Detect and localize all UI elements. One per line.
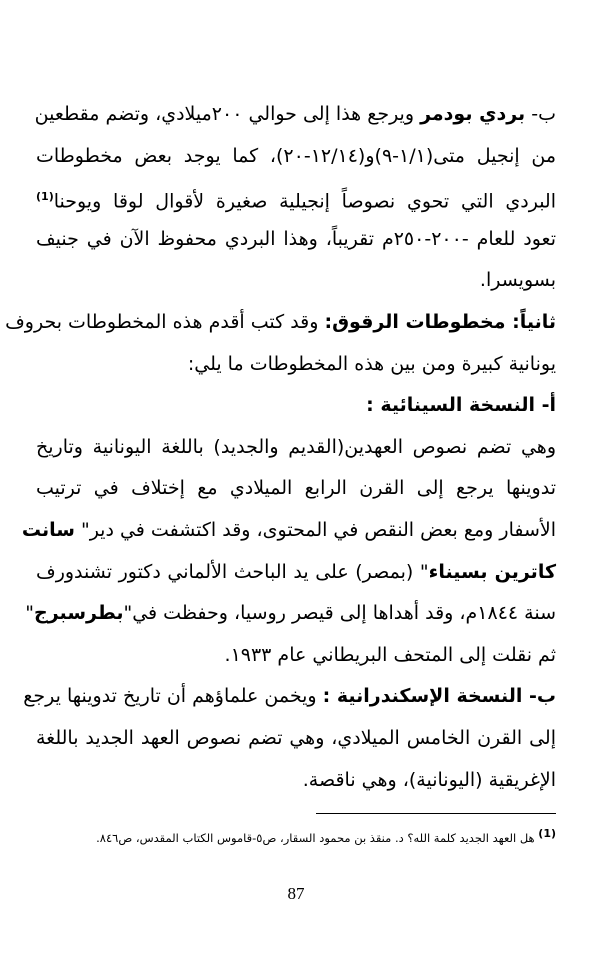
text-run: تعود للعام -٢٠٠-٢٥٠م تقريباً، وهذا البردي محفوظ الآن في جنيف (36, 228, 556, 250)
text-run: الأسفار ومع بعض النقص في المحتوى، وقد اكتشفت في دير" (74, 519, 556, 541)
bold-run: أ- النسخة السينائية : (366, 394, 556, 416)
text-run: ويخمن علماؤهم أن تاريخ تدوينها يرجع (23, 685, 323, 707)
bold-run: بطرسبرج (34, 602, 124, 624)
text-line (5, 309, 556, 335)
text-line (36, 267, 556, 293)
text-line (36, 475, 556, 501)
text-line (36, 767, 556, 793)
text-run: تدوينها يرجع إلى القرن الرابع الميلادي مع إختلاف في ترتيب (36, 477, 556, 499)
text-line (21, 517, 556, 543)
text-run: الإغريقية (اليونانية)، وهي ناقصة. (302, 769, 556, 791)
page-number: 87 (287, 884, 305, 903)
text-run: سنة ١٨٤٤م، وقد أهداها إلى قيصر روسيا، وحفظت في" (123, 602, 556, 624)
text-run: ويرجع هذا إلى حوالي ٢٠٠ميلادي، وتضم مقطعين (34, 103, 421, 125)
footnote-text: هل العهد الجديد كلمة الله؟ د. منقذ بن محمود السقار، ص٥-قاموس الكتاب المقدس، ص٨٤٦. (96, 830, 539, 845)
footnote-marker: (1) (538, 827, 556, 840)
bold-run: بردي بودمر (420, 103, 526, 125)
text-run: ثم نقلت إلى المتحف البريطاني عام ١٩٣٣. (224, 644, 556, 666)
text-line (23, 683, 556, 709)
text-line (25, 600, 556, 626)
text-line (36, 392, 556, 418)
text-line (36, 642, 556, 668)
footnote-separator (316, 813, 556, 814)
text-run: ب- (525, 103, 556, 125)
text-run: بسويسرا. (479, 269, 556, 291)
text-run: وهي تضم نصوص العهدين(القديم والجديد) باللغة اليونانية وتاريخ (36, 436, 556, 458)
bold-run: ثانياً: مخطوطات الرقوق: (324, 311, 556, 333)
text-run: إلى القرن الخامس الميلادي، وهي تضم نصوص العهد الجديد باللغة (36, 727, 556, 749)
text-run: " (25, 602, 35, 624)
text-run: يونانية كبيرة ومن بين هذه المخطوطات ما يلي: (187, 353, 556, 375)
footnote (36, 826, 556, 846)
text-line (36, 725, 556, 751)
text-run: " (بمصر) على يد الباحث الألماني دكتور تشندورف (36, 561, 429, 583)
text-run: وقد كتب أقدم هذه المخطوطات بحروف (5, 311, 325, 333)
bold-run: سانت (21, 519, 75, 541)
text-line (36, 184, 556, 214)
text-run: البردي التي تحوي نصوصاً إنجيلية صغيرة لأقوال لوقا ويوحنا (53, 190, 556, 213)
footnote-reference: (1) (36, 190, 54, 203)
text-line (36, 434, 556, 460)
bold-run: ب- النسخة الإسكندرانية : (322, 685, 556, 707)
text-line (36, 559, 556, 585)
bold-run: كاترين بسيناء (428, 561, 556, 583)
text-line (36, 143, 556, 169)
text-line (36, 351, 556, 377)
text-line (36, 226, 556, 252)
text-run: من إنجيل متى(١/١-٩)و(١٢/١٤-٢٠)، كما يوجد بعض مخطوطات (36, 145, 557, 167)
text-line (36, 101, 556, 127)
